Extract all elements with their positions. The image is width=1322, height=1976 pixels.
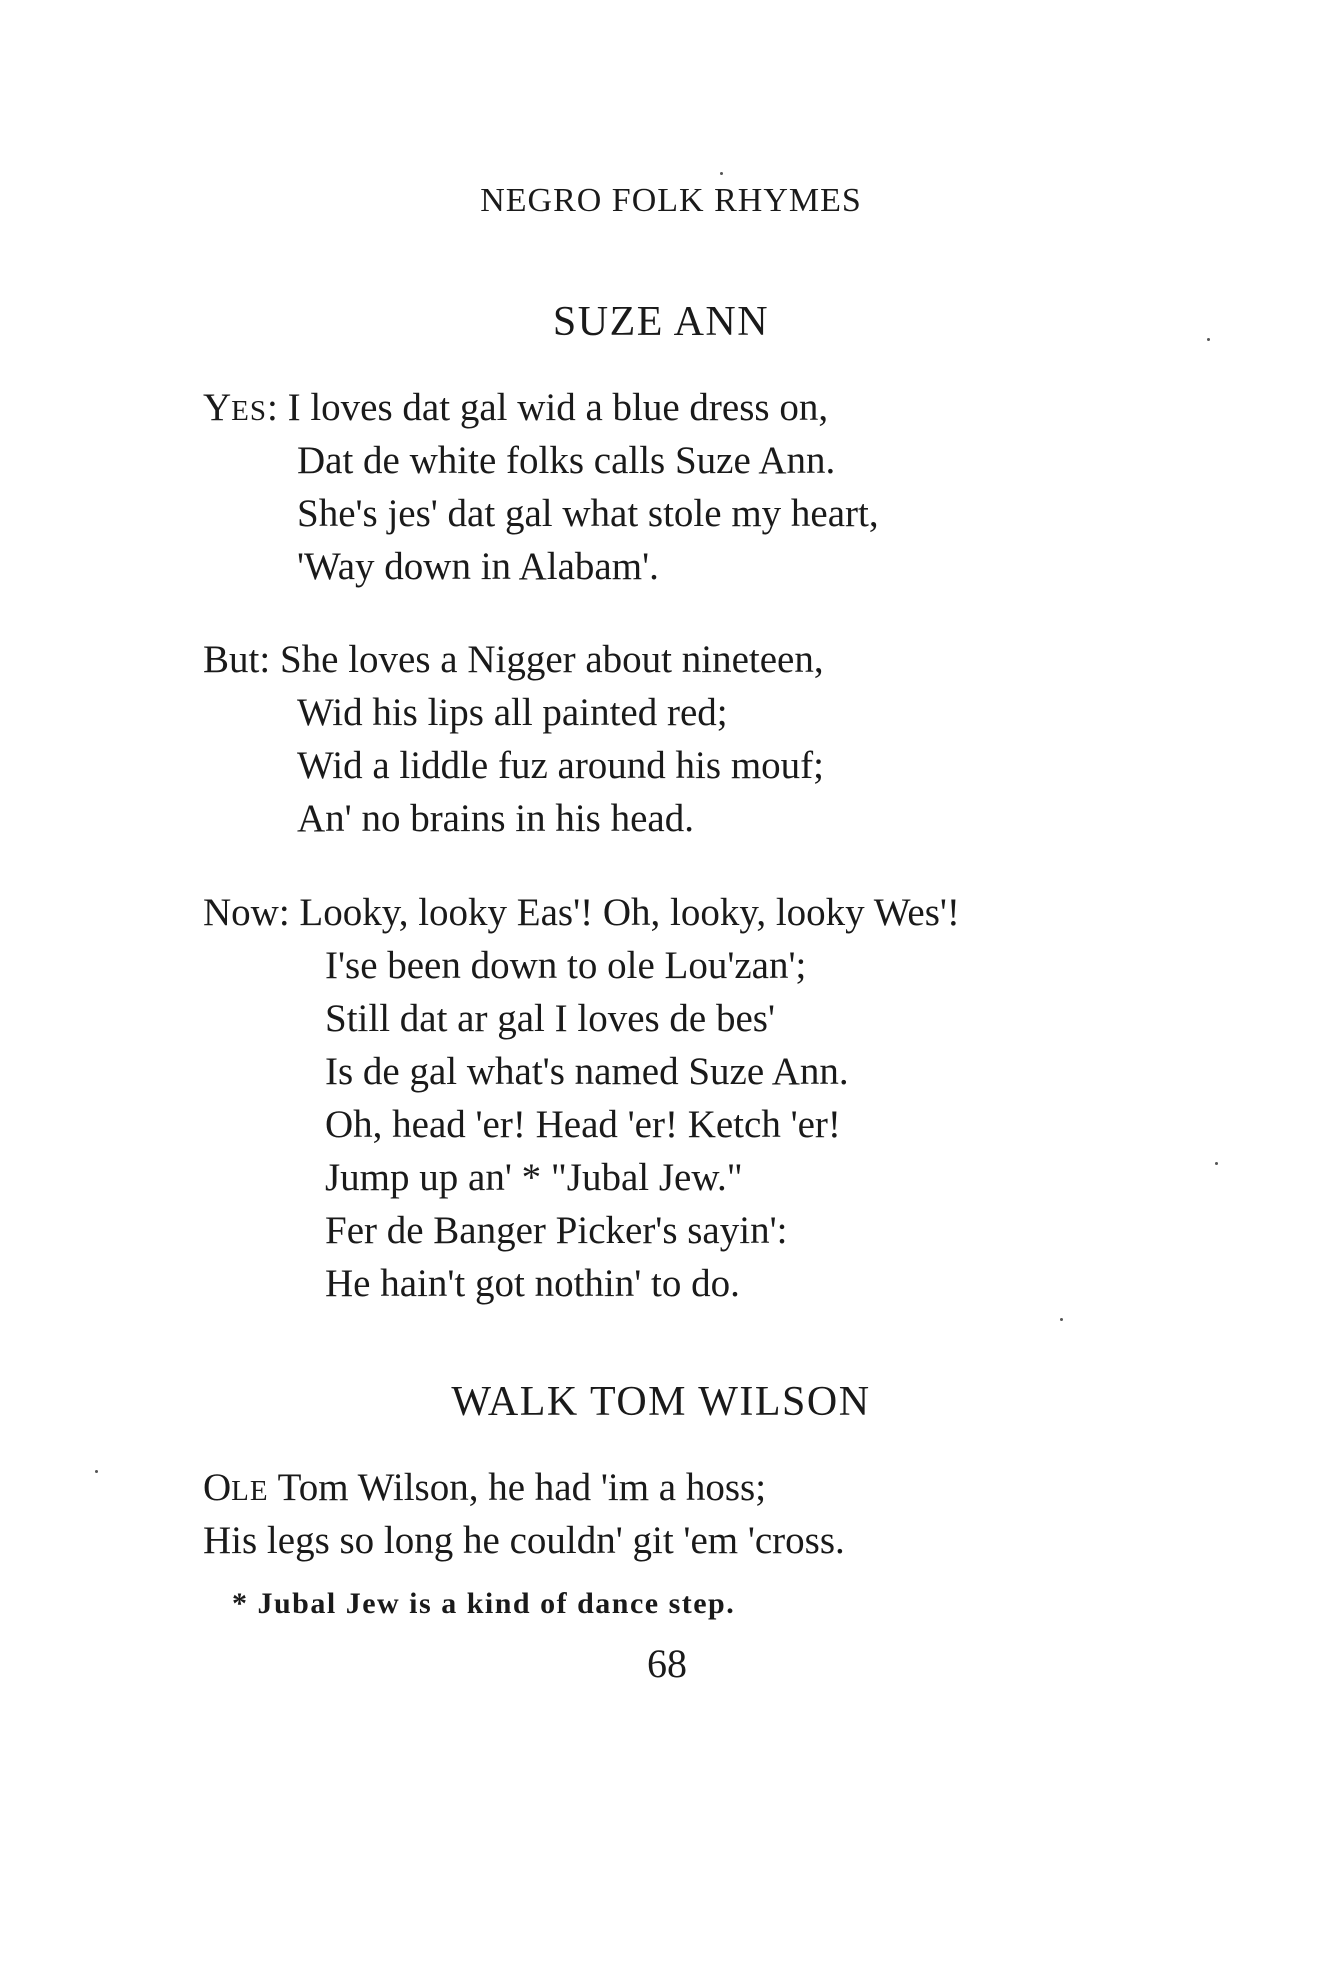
verse-line: I'se been down to ole Lou'zan'; (325, 944, 807, 987)
stanza-lead-colon: : (267, 386, 278, 429)
verse-line: Is de gal what's named Suze Ann. (325, 1050, 849, 1093)
verse-line: Dat de white folks calls Suze Ann. (297, 439, 836, 482)
verse-line: Jump up an' * "Jubal Jew." (325, 1156, 743, 1199)
stanza-4-first-line (203, 1468, 766, 1507)
stanza-lead: Now: (203, 891, 290, 934)
print-speck (95, 1470, 98, 1473)
verse-line: Fer de Banger Picker's sayin': (325, 1209, 788, 1252)
print-speck (1060, 1318, 1063, 1321)
print-speck (1215, 1162, 1218, 1165)
poem-title-suze-ann: SUZE ANN (552, 299, 770, 345)
verse-line: Looky, looky Eas'! Oh, looky, looky Wes'! (299, 891, 960, 934)
stanza-3-first-line (203, 893, 960, 932)
verse-line: Wid a liddle fuz around his mouf; (297, 744, 824, 787)
verse-line: She's jes' dat gal what stole my heart, (297, 492, 879, 535)
verse-line: He hain't got nothin' to do. (325, 1262, 740, 1305)
print-speck (1207, 338, 1210, 341)
verse-line: Wid his lips all painted red; (297, 691, 728, 734)
verse-line: Oh, head 'er! Head 'er! Ketch 'er! (325, 1103, 841, 1146)
running-head: NEGRO FOLK RHYMES (480, 182, 862, 219)
stanza-lead: But: (203, 638, 271, 681)
stanza-lead-cap: Y (203, 386, 232, 429)
verse-line: His legs so long he couldn' git 'em 'cross. (203, 1519, 845, 1562)
page-number: 68 (647, 1641, 687, 1686)
verse-line: Still dat ar gal I loves de bes' (325, 997, 776, 1040)
poem-title-walk-tom-wilson: WALK TOM WILSON (451, 1379, 871, 1425)
verse-line: Tom Wilson, he had 'im a hoss; (277, 1466, 767, 1509)
stanza-lead-small: LE (231, 1475, 269, 1507)
verse-line: An' no brains in his head. (297, 797, 694, 840)
verse-line: 'Way down in Alabam'. (297, 545, 659, 588)
stanza-1-first-line (203, 388, 828, 427)
print-speck (720, 172, 723, 175)
stanza-lead-cap: O (203, 1466, 232, 1509)
footnote: * Jubal Jew is a kind of dance step. (232, 1587, 736, 1620)
stanza-lead-small: ES (231, 395, 268, 427)
stanza-2-first-line (203, 640, 824, 679)
verse-line: She loves a Nigger about nineteen, (279, 638, 824, 681)
verse-line: I loves dat gal wid a blue dress on, (287, 386, 829, 429)
